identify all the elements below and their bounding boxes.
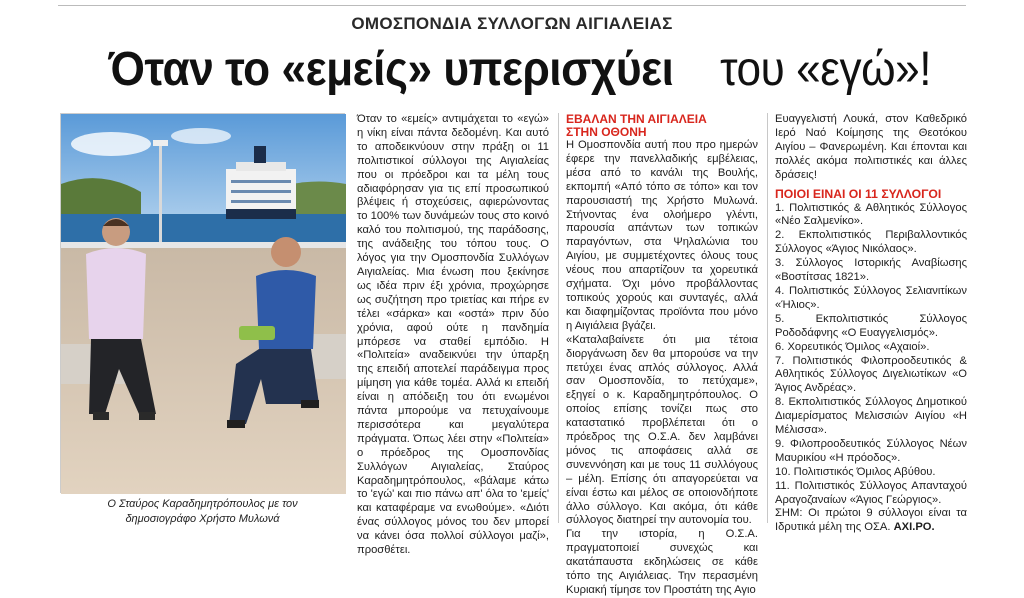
- kicker: ΟΜΟΣΠΟΝΔΙΑ ΣΥΛΛΟΓΩΝ ΑΙΓΙΑΛΕΙΑΣ: [351, 14, 673, 33]
- column-divider: [558, 113, 559, 523]
- headline-bold: Όταν το «εμείς» υπερισχύει: [108, 43, 674, 96]
- top-rule: [58, 5, 966, 6]
- column2-paragraph-3: Για την ιστορία, η Ο.Σ.Α. πραγματοποιεί συνεχώς και ακατάπαυστα εκδηλώσεις σε κάθε τόπο της Αιγιάλειας. Την περασμένη Κυριακή τίμησε τον Προστάτη της Αγιο: [566, 528, 758, 596]
- club-item: 8. Εκπολιτιστικός Σύλλογος Δημοτικού Διαμερίσματος Μελισσιών Αιγίου «Η Μέλισσα».: [775, 396, 967, 437]
- article-column-2: [566, 113, 758, 598]
- club-item: 1. Πολιτιστικός & Αθλητικός Σύλλογος «Νέο Σαλμενίκο».: [775, 201, 967, 228]
- note: [775, 507, 967, 535]
- column1-text: Όταν το «εμείς» αντιμάχεται το «εγώ» η νίκη είναι πάντα δεδομένη. Και αυτό το αποδεικνύουν στην πράξη οι 11 πολιτιστικοί σύλλογοι της Αιγιαλείας που οι πρόεδροι και τα μέλη τους αδιαφόρησαν για τις επί προσωπικού βλέψεις ή στοχεύσεις, αφιερώνοντας το 100% των δυνάμεών τους στο κοινό καλό του πολιτισμού, της παράδοσης, της ανάδειξης του τόπου τους. Ο λόγος για την Ομοσπονδία Συλλόγων Αιγιαλείας. Μια ένωση που ξεκίνησε ως ιδέα πριν έξι χρόνια, προχώρησε ως συζήτηση προ τριετίας και πήρε εν τέλει «σάρκα» και «οστά» πριν δύο χρόνια, αφού ούτε η πανδημία μπόρεσε να σταθεί εμπόδιο. Η «Πολιτεία» αναδεικνύει την ύπαρξη της επειδή αποτελεί παράδειγμα προς μίμηση για κάθε τομέα. Αλλά κι επειδή είναι η απόδειξη του ότι ενωμένοι πάντα μπορούμε να πετυχαίνουμε περισσότερα και μεγαλύτερα πράγματα. Όπως λέει στην «Πολιτεία» ο πρόεδρος της Ομοσπονδίας Συλλόγων Αιγιαλείας, Σταύρος Καραδημητρόπουλος, «βάλαμε κάτω το 'εγώ' και πιο πάνω απ' όλα το 'εμείς' και καταφέραμε να ενωθούμε». «Διότι ένας σύλλογος μόνος του δεν μπορεί να κάνει όσα πολλοί σύλλογοι μαζί», προσθέτει.: [357, 113, 549, 557]
- clubs-subhead: ΠΟΙΟΙ ΕΙΝΑΙ ΟΙ 11 ΣΥΛΛΟΓΟΙ: [775, 186, 942, 201]
- headline-light: του «εγώ»!: [719, 43, 931, 96]
- club-item: 9. Φιλοπροοδευτικός Σύλλογος Νέων Μαυρικίου «Η πρόοδος».: [775, 437, 967, 464]
- club-item: 3. Σύλλογος Ιστορικής Αναβίωσης «Βοστίτσας 1821».: [775, 257, 967, 284]
- column2-paragraph-2: «Καταλαβαίνετε ότι μια τέτοια διοργάνωση δεν θα μπορούσε να την πετύχει ένας απλός σύλλογος. Αλλά σαν Ομοσπονδία, το πετύχαμε», εξηγεί ο κ. Καραδημητρόπουλος. Ο οποίος επίσης τονίζει πως στο καταστατικό προβλέπεται ότι ο πρόεδρος της Ο.Σ.Α. δεν λαμβάνει μόνος τις αποφάσεις αλλά σε συνεννόηση και με τους 11 συλλόγους – μέλη. Επίσης ότι απαγορεύεται να είναι έστω και μέλος σε οποιονδήποτε άλλο σύλλογο. Και ακόμα, ότι κάθε σύλλογος διατηρεί την αυτονομία του.: [566, 333, 758, 527]
- photo-caption: [60, 497, 345, 527]
- subhead-line-2: ΣΤΗΝ ΟΘΟΝΗ: [566, 125, 647, 139]
- subhead-line-1: ΕΒΑΛΑΝ ΤΗΝ ΑΙΓΙΑΛΕΙΑ: [566, 112, 707, 126]
- signature: ΑΧΙ.ΡΟ.: [893, 521, 935, 534]
- headline: [0, 38, 1024, 102]
- caption-line-2: δημοσιογράφο Χρήστο Μυλωνά: [125, 513, 280, 525]
- article-column-3: [775, 113, 967, 535]
- club-item: 5. Εκπολιτιστικός Σύλλογος Ροδοδάφνης «Ο Ευαγγελισμός».: [775, 312, 967, 339]
- column3-intro: Ευαγγελιστή Λουκά, στον Καθεδρικό Ιερό Ναό Κοίμησης της Θεοτόκου Αιγίου – Φανερωμένη. Και έπονται και πολλές ακόμα πολιτιστικές και άλλες δράσεις!: [775, 113, 967, 181]
- article-column-1: [357, 113, 549, 558]
- note-text: ΣΗΜ: Οι πρώτοι 9 σύλλογοι είναι τα Ιδρυτικά μέλη της ΟΣΑ.: [775, 507, 967, 534]
- club-item: 11. Πολιτιστικός Σύλλογος Απανταχού Αραγοζαναίων «Άγιος Γεώργιος».: [775, 479, 967, 506]
- club-item: 2. Εκπολιτιστικός Περιβαλλοντικός Σύλλογος «Άγιος Νικόλαος».: [775, 229, 967, 256]
- column-divider: [767, 113, 768, 523]
- column2-paragraph-1: Η Ομοσπονδία αυτή που προ ημερών έφερε την πανελλαδικής εμβέλειας, μέσα από το κανάλι της Βουλής, εκπομπή «Από τόπο σε τόπο» και τον παρουσιαστή της Χρήστο Μυλωνά. Στήνοντας ένα ολοήμερο γλέντι, παρουσία απάντων των τοπικών παραγόντων, στα Ψηλαλώνια του Αιγίου, με συμμετέχοντες όλους τους νέους που απαρτίζουν τα χορευτικά σχήματα. Όχι μόνο προβάλλοντας τοπικούς χορούς και συνταγές, αλλά και διαφημίζοντας προϊόντα που μόνο η Αιγιάλεια βγάζει.: [566, 139, 758, 332]
- club-item: 7. Πολιτιστικός Φιλοπροοδευτικός & Αθλητικός Σύλλογος Διγελιωτίκων «Ο Άγιος Ανδρέας».: [775, 354, 967, 395]
- club-item: 6. Χορευτικός Όμιλος «Αχαιοί».: [775, 340, 930, 353]
- caption-line-1: Ο Σταύρος Καραδημητρόπουλος με τον: [107, 498, 298, 510]
- club-item: 4. Πολιτιστικός Σύλλογος Σελιανιτίκων «Ήλιος».: [775, 284, 967, 311]
- club-item: 10. Πολιτιστικός Όμιλος Αβύθου.: [775, 465, 936, 478]
- article-photo: [60, 113, 345, 493]
